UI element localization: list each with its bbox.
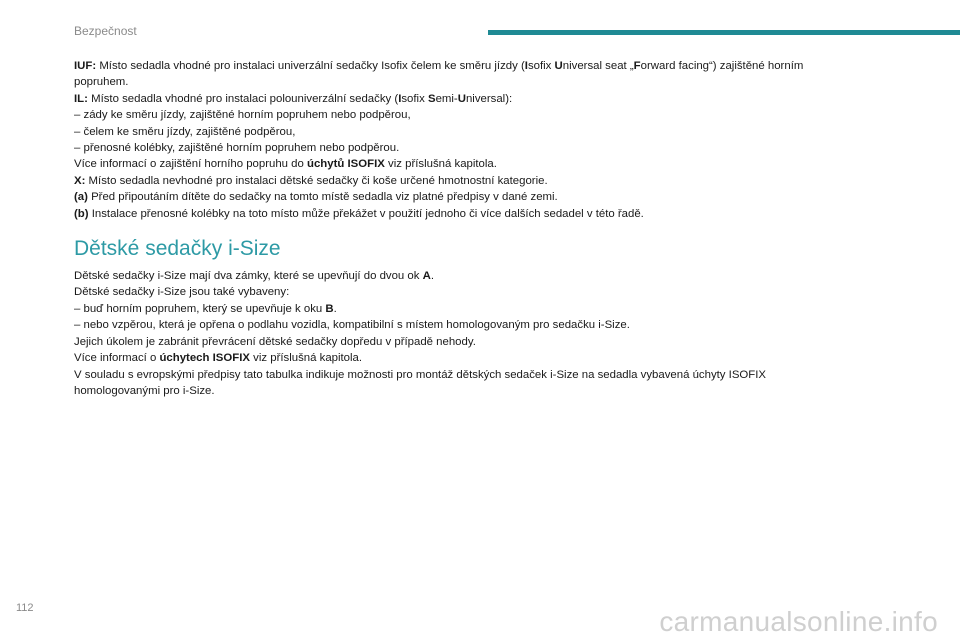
il-definition	[74, 91, 894, 107]
text: Před připoutáním dítěte do sedačky na tomto místě sedadla viz platné předpisy v dané zemi.	[87, 191, 558, 204]
text: sofix	[527, 60, 555, 72]
section-title: Dětské sedačky i-Size	[74, 237, 281, 261]
isize-list-item	[74, 301, 894, 317]
text-bold: U	[457, 92, 466, 105]
text: Instalace přenosné kolébky na toto místo může překážet v použití jednoho či více dalších sedadel v této řadě.	[88, 207, 644, 220]
text: Místo sedadla nevhodné pro instalaci dětské sedačky či koše určené hmotnostní kategorie.	[85, 174, 548, 187]
text: viz příslušná kapitola.	[249, 352, 363, 365]
note-b-label: (b)	[74, 207, 89, 220]
iuf-definition	[74, 58, 894, 74]
text: Více informací o	[74, 352, 160, 365]
text-bold: A	[422, 270, 431, 283]
x-definition	[74, 173, 894, 189]
il-list-item: – čelem ke směru jízdy, zajištěné podpěrou,	[74, 125, 296, 138]
text: niversal):	[465, 92, 513, 105]
il-list-item: – přenosné kolébky, zajištěné horním popruhem nebo podpěrou.	[74, 142, 400, 155]
text: Více informací o zajištění horního popruhu do	[74, 158, 308, 171]
note-a-label: (a)	[74, 191, 88, 204]
text-bold: S	[427, 92, 436, 105]
text-bold: B	[325, 302, 334, 315]
text: sofix	[401, 92, 428, 105]
text: – buď horním popruhem, který se upevňuje k oku	[74, 302, 326, 315]
page-content	[74, 58, 894, 399]
isize-paragraph: Dětské sedačky i-Size jsou také vybaveny:	[74, 286, 290, 299]
il-list-item: – zády ke směru jízdy, zajištěné horním popruhem nebo podpěrou,	[74, 109, 411, 122]
text: .	[333, 302, 337, 315]
text: viz příslušná kapitola.	[384, 158, 497, 171]
isize-paragraph: V souladu s evropskými předpisy tato tabulka indikuje možnosti pro montáž dětských sedaček i-Size na sedadla vybavená úchyty ISOFIX	[74, 368, 767, 381]
iuf-definition-cont: popruhem.	[74, 76, 129, 89]
il-label: IL:	[74, 92, 88, 105]
text: Místo sedadla vhodné pro instalaci univerzální sedačky Isofix čelem ke směru jízdy (	[96, 60, 525, 72]
text: Dětské sedačky i-Size mají dva zámky, které se upevňují do dvou ok	[74, 270, 423, 283]
note-a	[74, 189, 894, 205]
iuf-label: IUF:	[74, 60, 97, 72]
isize-paragraph	[74, 268, 894, 284]
isize-paragraph: Jejich úkolem je zabránit převrácení dětské sedačky dopředu v případě nehody.	[74, 335, 476, 348]
isize-list-item: – nebo vzpěrou, která je opřena o podlahu vozidla, kompatibilní s místem homologovaným pro sedačku i-Size.	[74, 319, 630, 332]
note-b	[74, 206, 894, 222]
text-bold: F	[633, 60, 641, 72]
text: .	[430, 270, 435, 283]
text-bold: U	[554, 60, 563, 72]
page-number: 112	[16, 602, 34, 614]
watermark: carmanualsonline.info	[659, 606, 938, 637]
text: niversal seat „	[562, 60, 634, 72]
text-bold: I	[524, 60, 528, 72]
isize-paragraph-cont: homologovanými pro i-Size.	[74, 384, 215, 397]
page-header-title: Bezpečnost	[74, 24, 137, 38]
text: Místo sedadla vhodné pro instalaci polouniverzální sedačky (	[87, 92, 399, 105]
more-info-isofix	[74, 156, 894, 172]
isize-paragraph	[74, 350, 894, 366]
text-bold: úchytech ISOFIX	[159, 352, 250, 365]
text: emi-	[435, 92, 458, 105]
header-accent-bar	[488, 30, 960, 35]
x-label: X:	[74, 174, 86, 187]
text-bold: úchytů ISOFIX	[307, 158, 385, 171]
text: orward facing“) zajištěné horním	[640, 60, 804, 72]
text-bold: I	[398, 92, 402, 105]
